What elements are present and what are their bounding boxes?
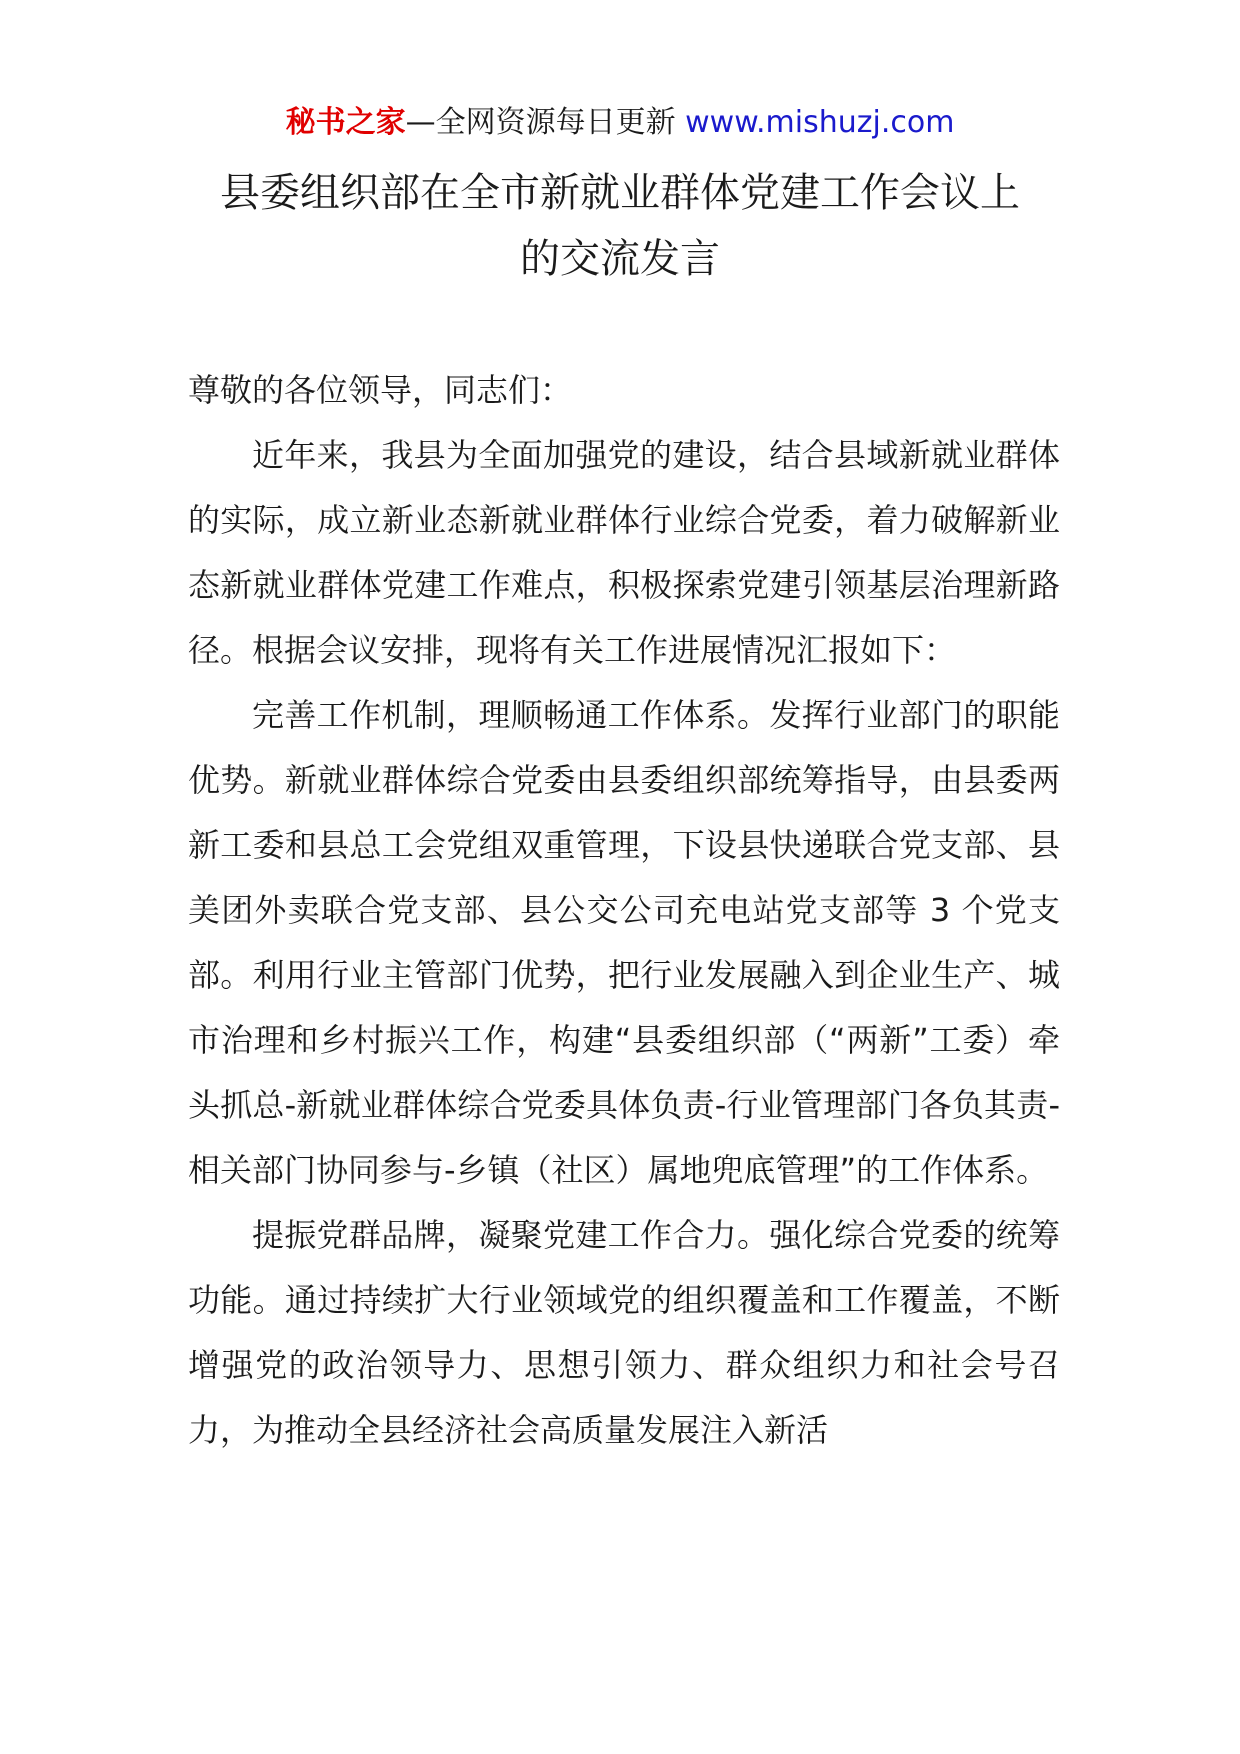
- site-header: [0, 98, 1240, 148]
- brand-name: 秘书之家: [285, 105, 406, 140]
- paragraph-mechanism: 完善工作机制，理顺畅通工作体系。发挥行业部门的职能优势。新就业群体综合党委由县委组织部统筹指导，由县委两新工委和县总工会党组双重管理，下设县快递联合党支部、县美团外卖联合党支部、县公交公司充电站党支部等 3 个党支部。利用行业主管部门优势，把行业发展融入到企业生产、城市治理和乡村振兴工作，构建“县委组织部（“两新”工委）牵头抓总-新就业群体综合党委具体负责-行业管理部门各负其责-相关部门协同参与-乡镇（社区）属地兜底管理”的工作体系。: [188, 696, 1060, 1189]
- site-url-link[interactable]: www.mishuzj.com: [685, 105, 955, 140]
- title-line-2: 的交流发言: [520, 236, 720, 282]
- salutation: 尊敬的各位领导，同志们：: [188, 371, 573, 409]
- paragraph-intro: 近年来，我县为全面加强党的建设，结合县域新就业群体的实际，成立新业态新就业群体行业综合党委，着力破解新业态新就业群体党建工作难点，积极探索党建引领基层治理新路径。根据会议安排，现将有关工作进展情况汇报如下：: [188, 436, 1060, 669]
- title-line-1: 县委组织部在全市新就业群体党建工作会议上: [220, 170, 1020, 216]
- document-body: [188, 358, 1060, 1463]
- document-title: [170, 160, 1070, 292]
- header-tagline: —全网资源每日更新: [405, 105, 686, 140]
- paragraph-brand: 提振党群品牌，凝聚党建工作合力。强化综合党委的统筹功能。通过持续扩大行业领域党的组织覆盖和工作覆盖，不断增强党的政治领导力、思想引领力、群众组织力和社会号召力，为推动全县经济社会高质量发展注入新活: [188, 1216, 1060, 1449]
